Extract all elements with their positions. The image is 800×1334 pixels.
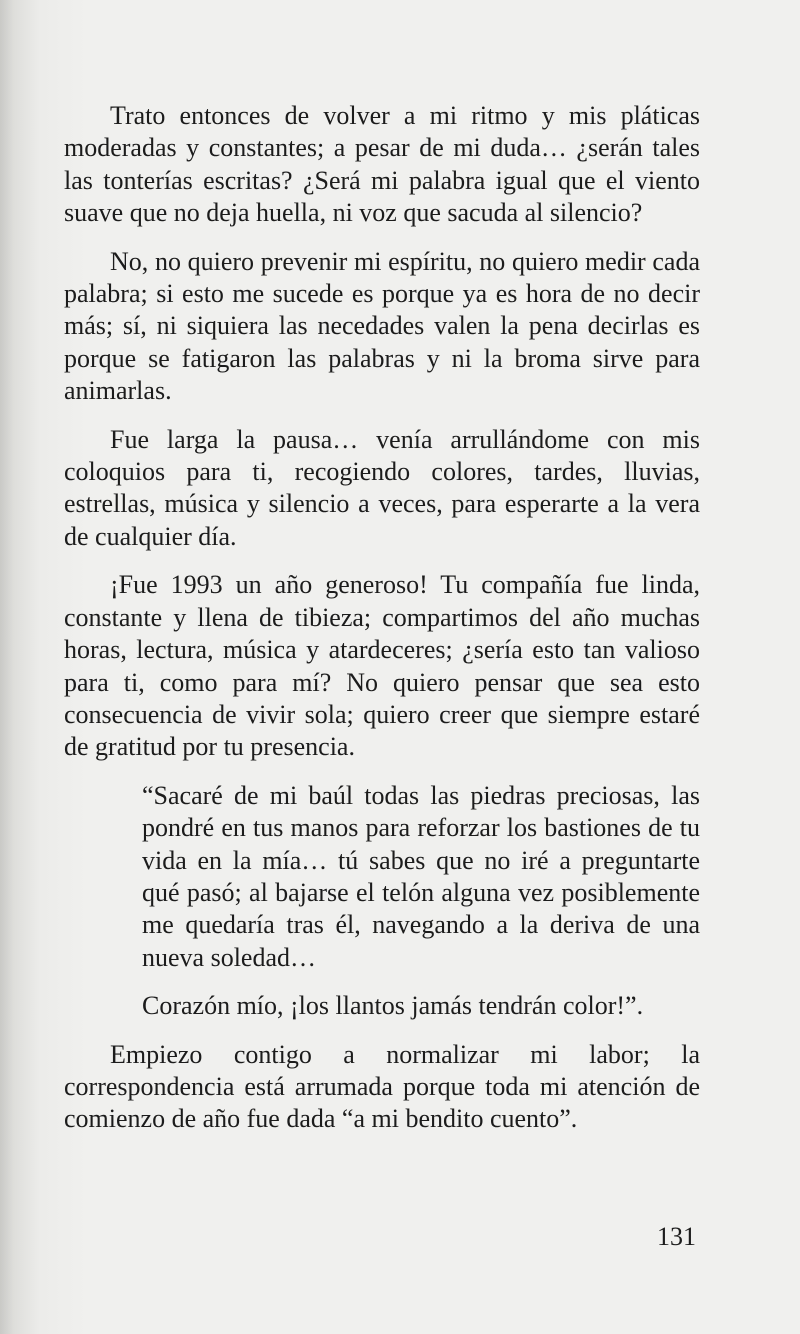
quote-paragraph-1: “Sacaré de mi baúl todas las piedras preciosas, las pondré en tus manos para reforzar los bastiones de tu vida en la mía… tú sabes que no iré a preguntarte qué pasó; al bajarse el telón alguna vez posiblemente me quedaría tras él, navegando a la deriva de una nueva soledad… xyxy=(142,780,700,972)
paragraph-1: Trato entonces de volver a mi ritmo y mis pláticas moderadas y constantes; a pesar de mi duda… ¿serán tales las tonterías escritas? ¿Será mi palabra igual que el viento suave que no deja huella, ni voz que sacuda al silencio? xyxy=(64,101,700,228)
paragraph-3: Fue larga la pausa… venía arrullándome con mis coloquios para ti, recogiendo colores, tardes, lluvias, estrellas, música y silencio a veces, para esperarte a la vera de cualquier día. xyxy=(64,424,700,551)
body-text xyxy=(64,100,700,1152)
page-number: 131 xyxy=(657,1222,696,1251)
paragraph-2: No, no quiero prevenir mi espíritu, no quiero medir cada palabra; si esto me sucede es porque ya es hora de no decir más; sí, ni siquiera las necedades valen la pena decirlas es porque se fatigaron las palabras y ni la broma sirve para animarlas. xyxy=(64,246,700,406)
paragraph-4: ¡Fue 1993 un año generoso! Tu compañía fue linda, constante y llena de tibieza; compartimos del año muchas horas, lectura, música y atardeceres; ¿sería esto tan valioso para ti, como para mí? No quiero pensar que sea esto consecuencia de vivir sola; quiero creer que siempre estaré de gratitud por tu presencia. xyxy=(64,570,700,762)
quote-paragraph-2: Corazón mío, ¡los llantos jamás tendrán color!”. xyxy=(142,991,644,1021)
closing-paragraph: Empiezo contigo a normalizar mi labor; la correspondencia está arrumada porque toda mi atención de comienzo de año fue dada “a mi bendito cuento”. xyxy=(64,1039,700,1134)
